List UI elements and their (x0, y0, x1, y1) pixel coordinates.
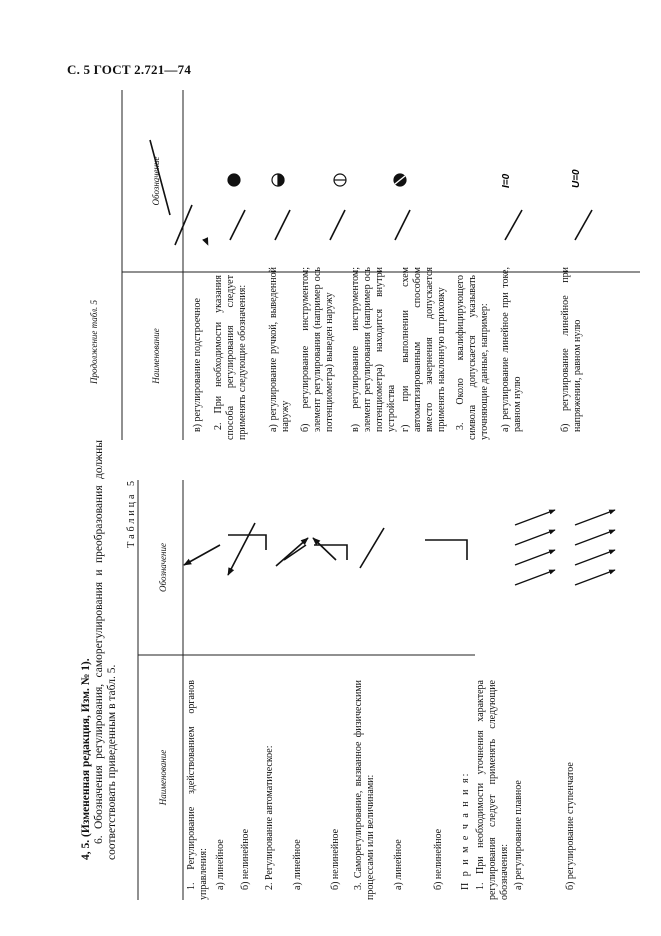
right-row-hatch: г) при выполнении схем автоматизированным способом вместо зачернения допускается применять наклонную штриховку (400, 267, 447, 432)
knob-filled-circle (228, 174, 240, 186)
right-row-knob: а) регулирование ручкой, выведенной наружу (268, 267, 291, 432)
left-header-symbol: Обозначение (158, 543, 168, 592)
label-u-zero: U=0 (571, 169, 582, 188)
intro-2: 6. Обозначения регулирования, саморегулирования и преобразования должны соответствовать приведенным в табл. 5. (93, 440, 118, 860)
tool-half-fill (278, 174, 284, 186)
sym-tool-line (275, 210, 290, 240)
sym-1a-arrow (184, 545, 220, 565)
right-row-trim: в) регулирование подстроечное (192, 298, 203, 432)
left-note-1a: а) регулирование плавное (513, 780, 524, 890)
page-header: С. 5 ГОСТ 2.721—74 (67, 62, 192, 77)
left-row-1b: б) нелинейное (240, 828, 251, 890)
left-notes-title: П р и м е ч а н и я: (460, 771, 471, 890)
right-row-tool-out: б) регулирование инструментом; элемент регулирования (например ось потенциометра) выведен наружу (300, 267, 335, 432)
sym-3b-step (425, 540, 467, 560)
left-row-1a: а) линейное (215, 839, 226, 890)
left-row-1: 1. Регулирование здействованием органов управления: (186, 680, 209, 900)
left-row-2b: б) нелинейное (330, 828, 341, 890)
right-row-3: 3. Около квалифицирующего символа допускается указывать уточняющие данные, например: (455, 275, 490, 440)
sym-hatched-line (395, 210, 410, 240)
right-row-u0: б) регулирование линейное при напряжении, равном нулю (560, 267, 583, 432)
sym-knob-line-2 (230, 210, 245, 240)
right-row-i0: а) регулирование линейное при токе, равном нулю (500, 267, 523, 432)
right-header-name: Наименование (151, 328, 161, 384)
sym-2b-step (314, 545, 347, 560)
continuation-caption-text: Продолжение табл. 5 (89, 300, 99, 384)
left-row-2a: а) линейное (292, 839, 303, 890)
right-row-tool-in: в) регулирование инструментом; элемент регулирования (например ось потенциометра) находится внутри устройства (350, 267, 397, 432)
left-row-2: 2. Регулирование автоматическое: (264, 745, 275, 890)
table-5-caption: Таблица 5 (126, 478, 137, 548)
right-header-symbol: Обозначение (151, 156, 161, 206)
sym-u0-line (575, 210, 592, 240)
left-row-3: 3. Саморегулирование, вызванное физическими процессами или величинами: (353, 680, 376, 900)
left-note-1: 1. При необходимости уточнения характера регулирования следует применять следующие обозначения: (475, 680, 510, 900)
sym-tool-inner-line (330, 210, 345, 240)
sym-1b-arrow (228, 523, 255, 575)
left-note-1b: б) регулирование ступенчатое (565, 762, 576, 890)
left-row-3b: б) нелинейное (433, 828, 444, 890)
label-i-zero: I=0 (501, 173, 512, 188)
sym-3a-line (360, 528, 384, 568)
sym-notes-group (515, 510, 615, 585)
sym-i0-line (505, 210, 522, 240)
left-header-name: Наименование (158, 749, 168, 806)
left-row-3a: а) линейное (393, 839, 404, 890)
sym-knob-arrow (190, 205, 208, 245)
intro-1: 4, 5. (Измененная редакция, Изм. № 1). (80, 658, 92, 860)
right-row-2: 2. При необходимости указания способа регулирования следует применять следующие обозначения: (213, 275, 248, 440)
sym-2a-arrow (284, 545, 306, 560)
